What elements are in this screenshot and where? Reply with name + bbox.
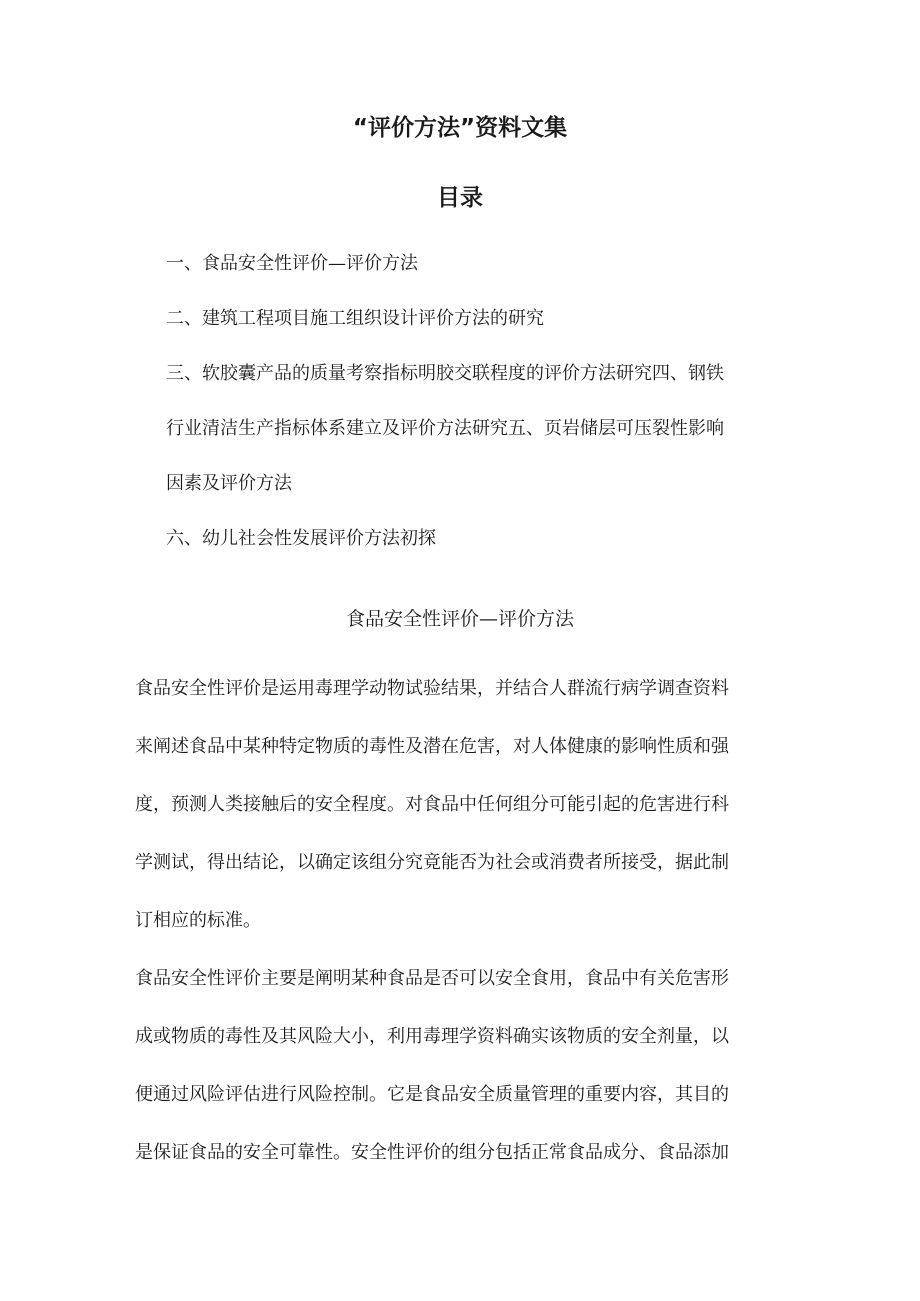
paragraph-line: 便通过风险评估进行风险控制。它是食品安全质量管理的重要内容，其目的 bbox=[135, 1084, 729, 1105]
paragraph-line: 食品安全性评价是运用毒理学动物试验结果，并结合人群流行病学调查资料 bbox=[135, 678, 729, 699]
toc-item-label: 一、食品安全性评价—评价方法 bbox=[166, 253, 418, 274]
table-of-contents bbox=[166, 236, 796, 566]
toc-item-line: 因素及评价方法 bbox=[166, 473, 292, 494]
toc-item-4[interactable] bbox=[166, 511, 796, 566]
toc-item-label: 六、幼儿社会性发展评价方法初探 bbox=[166, 528, 436, 549]
paragraph-line: 度，预测人类接触后的安全程度。对食品中任何组分可能引起的危害进行科 bbox=[135, 794, 729, 815]
paragraph-line: 是保证食品的安全可靠性。安全性评价的组分包括正常食品成分、食品添加 bbox=[135, 1142, 729, 1163]
toc-item-line: 行业清洁生产指标体系建立及评价方法研究五、页岩储层可压裂性影响 bbox=[166, 418, 724, 439]
document-title: “评价方法”资料文集 bbox=[352, 115, 568, 141]
paragraph-line: 订相应的标准。 bbox=[135, 910, 261, 931]
toc-item-2[interactable] bbox=[166, 291, 796, 346]
body-text bbox=[135, 660, 797, 1182]
toc-heading: 目录 bbox=[437, 185, 483, 211]
paragraph-line: 食品安全性评价主要是阐明某种食品是否可以安全食用，食品中有关危害形 bbox=[135, 968, 729, 989]
toc-item-line: 三、软胶囊产品的质量考察指标明胶交联程度的评价方法研究四、钢铁 bbox=[166, 363, 724, 384]
toc-item-1[interactable] bbox=[166, 236, 796, 291]
section-title: 食品安全性评价—评价方法 bbox=[345, 608, 574, 630]
toc-item-label: 二、建筑工程项目施工组织设计评价方法的研究 bbox=[166, 308, 544, 329]
toc-item-3[interactable] bbox=[166, 346, 796, 511]
paragraph-line: 来阐述食品中某种特定物质的毒性及潜在危害，对人体健康的影响性质和强 bbox=[135, 736, 729, 757]
paragraph-line: 学测试，得出结论，以确定该组分究竟能否为社会或消费者所接受，据此制 bbox=[135, 852, 729, 873]
paragraph-line: 成或物质的毒性及其风险大小，利用毒理学资料确实该物质的安全剂量，以 bbox=[135, 1026, 729, 1047]
